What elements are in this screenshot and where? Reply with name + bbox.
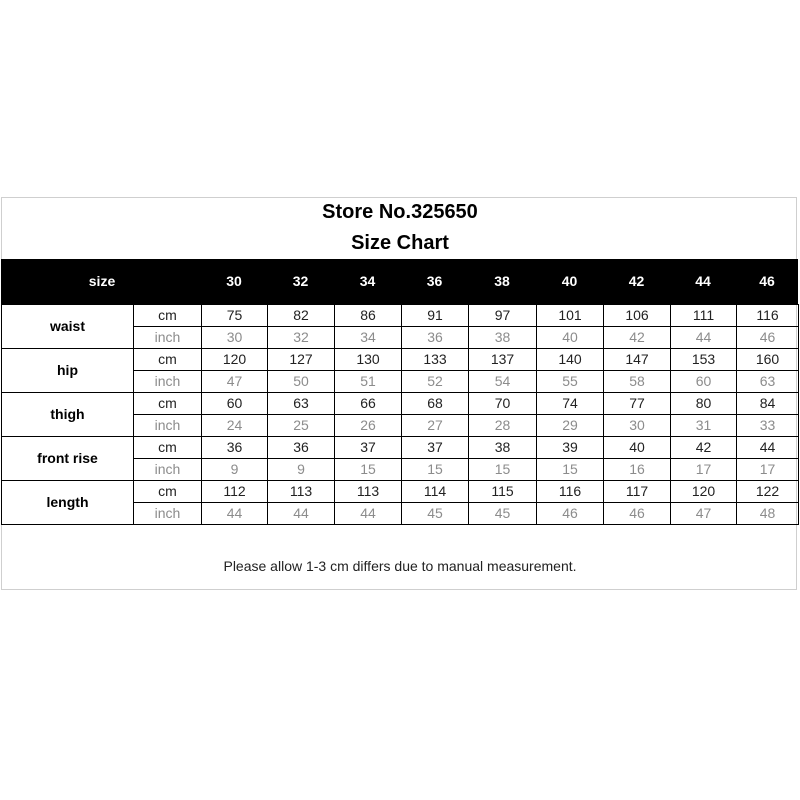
waist-inch-unit: inch [134, 327, 202, 349]
front-rise-cm-cell: 37 [402, 437, 469, 459]
hip-cm-cell: 127 [268, 349, 335, 371]
front-rise-cm-cell: 36 [202, 437, 268, 459]
length-cm-cell: 112 [202, 481, 268, 503]
hip-inch-unit: inch [134, 371, 202, 393]
length-cm-row [2, 481, 799, 503]
hip-cm-cell: 153 [671, 349, 737, 371]
size-header-42: 42 [628, 273, 645, 289]
waist-inch-cell: 40 [537, 327, 604, 349]
length-inch-cell: 46 [537, 503, 604, 525]
waist-cm-cell: 75 [202, 305, 268, 327]
waist-cm-cell: 116 [737, 305, 799, 327]
length-cm-cell: 115 [469, 481, 537, 503]
thigh-inch-cell: 25 [268, 415, 335, 437]
thigh-inch-cell: 28 [469, 415, 537, 437]
front-rise-inch-cell: 15 [469, 459, 537, 481]
thigh-cm-unit: cm [134, 393, 202, 415]
waist-cm-cell: 91 [402, 305, 469, 327]
hip-inch-cell: 47 [202, 371, 268, 393]
front-rise-cm-row [2, 437, 799, 459]
waist-label: waist [2, 305, 134, 349]
thigh-cm-cell: 70 [469, 393, 537, 415]
hip-inch-cell: 52 [402, 371, 469, 393]
waist-cm-cell: 106 [604, 305, 671, 327]
length-cm-cell: 116 [537, 481, 604, 503]
waist-inch-cell: 44 [671, 327, 737, 349]
waist-cm-unit: cm [134, 305, 202, 327]
size-header-44: 44 [695, 273, 711, 289]
thigh-inch-cell: 30 [604, 415, 671, 437]
hip-cm-cell: 120 [202, 349, 268, 371]
hip-cm-cell: 147 [604, 349, 671, 371]
length-cm-cell: 120 [671, 481, 737, 503]
size-header-36: 36 [426, 273, 443, 289]
front-rise-inch-cell: 15 [335, 459, 402, 481]
length-inch-cell: 45 [402, 503, 469, 525]
hip-cm-cell: 160 [737, 349, 799, 371]
size-header-bar [1, 259, 798, 304]
front-rise-inch-cell: 17 [671, 459, 737, 481]
waist-cm-cell: 86 [335, 305, 402, 327]
front-rise-inch-cell: 15 [402, 459, 469, 481]
store-title: Store No.325650 [322, 201, 478, 223]
waist-cm-cell: 111 [671, 305, 737, 327]
measurement-note: Please allow 1-3 cm differs due to manual measurement. [223, 558, 577, 574]
waist-cm-cell: 101 [537, 305, 604, 327]
hip-inch-cell: 63 [737, 371, 799, 393]
hip-cm-cell: 140 [537, 349, 604, 371]
front-rise-inch-cell: 9 [202, 459, 268, 481]
waist-inch-cell: 42 [604, 327, 671, 349]
hip-cm-row [2, 349, 799, 371]
waist-cm-row [2, 305, 799, 327]
hip-cm-cell: 137 [469, 349, 537, 371]
hip-cm-unit: cm [134, 349, 202, 371]
waist-inch-cell: 36 [402, 327, 469, 349]
length-inch-cell: 46 [604, 503, 671, 525]
front-rise-cm-cell: 37 [335, 437, 402, 459]
thigh-cm-cell: 60 [202, 393, 268, 415]
front-rise-inch-cell: 17 [737, 459, 799, 481]
size-header-34: 34 [359, 273, 376, 289]
hip-inch-cell: 55 [537, 371, 604, 393]
length-inch-cell: 44 [268, 503, 335, 525]
front-rise-inch-unit: inch [134, 459, 202, 481]
chart-title: Size Chart [351, 232, 449, 254]
waist-inch-cell: 32 [268, 327, 335, 349]
size-header-label: size [88, 273, 116, 289]
length-inch-cell: 48 [737, 503, 799, 525]
front-rise-inch-cell: 16 [604, 459, 671, 481]
thigh-inch-cell: 33 [737, 415, 799, 437]
thigh-inch-cell: 29 [537, 415, 604, 437]
size-table [1, 304, 799, 525]
length-inch-unit: inch [134, 503, 202, 525]
front-rise-cm-cell: 39 [537, 437, 604, 459]
length-cm-cell: 114 [402, 481, 469, 503]
thigh-cm-cell: 80 [671, 393, 737, 415]
hip-inch-cell: 51 [335, 371, 402, 393]
thigh-cm-row [2, 393, 799, 415]
waist-inch-cell: 38 [469, 327, 537, 349]
length-cm-cell: 117 [604, 481, 671, 503]
length-cm-cell: 113 [268, 481, 335, 503]
front-rise-cm-unit: cm [134, 437, 202, 459]
thigh-cm-cell: 84 [737, 393, 799, 415]
front-rise-inch-cell: 15 [537, 459, 604, 481]
thigh-inch-cell: 27 [402, 415, 469, 437]
hip-inch-cell: 60 [671, 371, 737, 393]
front-rise-cm-cell: 44 [737, 437, 799, 459]
size-header-46: 46 [759, 273, 775, 289]
length-inch-cell: 44 [202, 503, 268, 525]
waist-inch-cell: 46 [737, 327, 799, 349]
front-rise-inch-cell: 9 [268, 459, 335, 481]
front-rise-cm-cell: 38 [469, 437, 537, 459]
thigh-cm-cell: 77 [604, 393, 671, 415]
size-table-body [2, 305, 799, 525]
size-header-30: 30 [226, 273, 242, 289]
hip-inch-cell: 54 [469, 371, 537, 393]
front-rise-label: front rise [2, 437, 134, 481]
length-inch-cell: 47 [671, 503, 737, 525]
waist-inch-cell: 34 [335, 327, 402, 349]
size-header-38: 38 [494, 273, 510, 289]
waist-inch-cell: 30 [202, 327, 268, 349]
front-rise-cm-cell: 40 [604, 437, 671, 459]
waist-cm-cell: 97 [469, 305, 537, 327]
thigh-inch-unit: inch [134, 415, 202, 437]
thigh-label: thigh [2, 393, 134, 437]
thigh-cm-cell: 74 [537, 393, 604, 415]
thigh-cm-cell: 63 [268, 393, 335, 415]
hip-inch-cell: 58 [604, 371, 671, 393]
length-cm-unit: cm [134, 481, 202, 503]
size-header-32: 32 [292, 273, 309, 289]
length-inch-cell: 44 [335, 503, 402, 525]
length-inch-cell: 45 [469, 503, 537, 525]
thigh-inch-cell: 26 [335, 415, 402, 437]
thigh-cm-cell: 68 [402, 393, 469, 415]
thigh-inch-cell: 24 [202, 415, 268, 437]
thigh-inch-cell: 31 [671, 415, 737, 437]
length-label: length [2, 481, 134, 525]
front-rise-cm-cell: 42 [671, 437, 737, 459]
thigh-cm-cell: 66 [335, 393, 402, 415]
hip-cm-cell: 130 [335, 349, 402, 371]
length-cm-cell: 113 [335, 481, 402, 503]
waist-cm-cell: 82 [268, 305, 335, 327]
size-header-40: 40 [561, 273, 578, 289]
hip-cm-cell: 133 [402, 349, 469, 371]
hip-label: hip [2, 349, 134, 393]
front-rise-cm-cell: 36 [268, 437, 335, 459]
hip-inch-cell: 50 [268, 371, 335, 393]
length-cm-cell: 122 [737, 481, 799, 503]
